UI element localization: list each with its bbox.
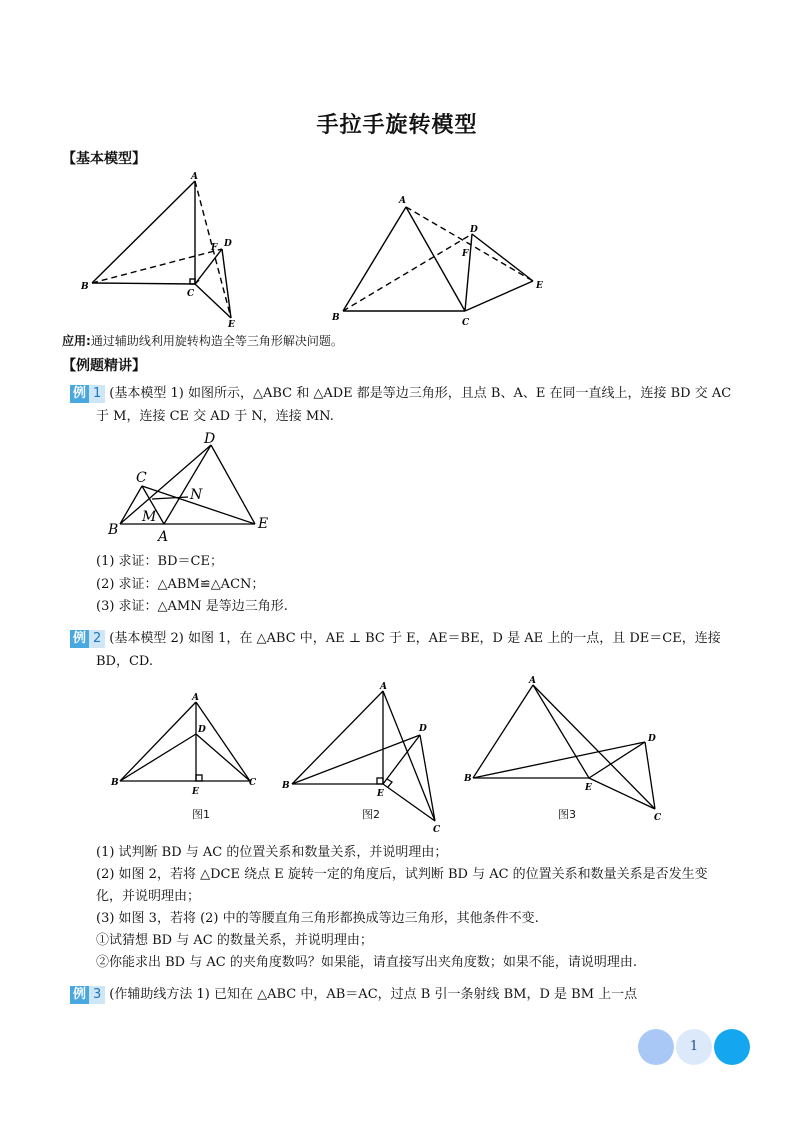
- example-1-question-3: (3) 求证：△AMN 是等边三角形.: [96, 599, 288, 614]
- figure-2-caption: 图2: [362, 808, 380, 821]
- page-title: 手拉手旋转模型: [316, 113, 478, 138]
- figure-3-caption: 图3: [558, 808, 576, 821]
- example-2-question-3: (3) 如图 3，若将 (2) 中的等腰直角三角形都换成等边三角形，其他条件不变.: [96, 911, 539, 926]
- section-examples: 【例题精讲】: [62, 358, 146, 374]
- example-2-question-1: (1) 试判断 BD 与 AC 的位置关系和数量关系，并说明理由；: [96, 845, 448, 860]
- example-3-number: 3: [89, 986, 105, 1004]
- point-label-F: F: [462, 249, 469, 259]
- basic-model-figure-2: [326, 190, 556, 330]
- example-1-figure: [100, 428, 280, 546]
- example-3-badge: 例: [70, 986, 89, 1004]
- application-text: 通过辅助线利用旋转构造全等三角形解决问题。: [90, 334, 343, 348]
- point-label-A: A: [529, 676, 536, 686]
- point-label-E: E: [258, 516, 269, 532]
- page-circle-right: [714, 1029, 750, 1065]
- point-label-E: E: [377, 789, 384, 799]
- section-basic-model: 【基本模型】: [62, 151, 146, 167]
- point-label-C: C: [136, 470, 147, 486]
- point-label-D: D: [470, 225, 478, 235]
- point-label-A: A: [380, 682, 387, 692]
- example-1-question-1: (1) 求证：BD＝CE；: [96, 554, 223, 569]
- example-2-line-2: BD，CD.: [96, 654, 154, 669]
- example-2-question-3a: ①试猜想 BD 与 AC 的数量关系，并说明理由；: [96, 933, 373, 948]
- example-2-line-1: [70, 628, 721, 650]
- point-label-C: C: [433, 825, 441, 835]
- point-label-E: E: [228, 320, 235, 330]
- point-label-B: B: [464, 774, 472, 784]
- point-label-N: N: [190, 487, 203, 503]
- example-2-figure-3: [462, 672, 672, 824]
- example-1-line-2: 于 M，连接 CE 交 AD 于 N，连接 MN.: [96, 409, 334, 424]
- example-2-badge: 例: [70, 630, 89, 648]
- example-1-line-1: [70, 383, 731, 405]
- point-label-D: D: [648, 734, 656, 744]
- point-label-M: M: [142, 509, 157, 525]
- point-label-B: B: [282, 781, 290, 791]
- example-1-text-1: (基本模型 1) 如图所示，△ABC 和 △ADE 都是等边三角形，且点 B、A、E 在同一直线上，连接 BD 交 AC: [109, 386, 732, 401]
- basic-model-figure-1: [78, 170, 248, 330]
- point-label-D: D: [204, 431, 216, 447]
- point-label-B: B: [111, 778, 119, 788]
- example-2-question-2a: (2) 如图 2，若将 △DCE 绕点 E 旋转一定的角度后，试判断 BD 与 AC 的位置关系和数量关系是否发生变: [96, 867, 708, 882]
- point-label-A: A: [399, 196, 406, 206]
- point-label-E: E: [585, 783, 592, 793]
- point-label-C: C: [654, 813, 662, 823]
- example-2-question-2b: 化，并说明理由；: [96, 889, 201, 904]
- point-label-E: E: [536, 281, 543, 291]
- example-2-figure-1: [108, 688, 268, 798]
- point-label-B: B: [332, 313, 340, 323]
- page-number: 1: [676, 1029, 712, 1065]
- example-3-text-1: (作辅助线方法 1) 已知在 △ABC 中，AB＝AC，过点 B 引一条射线 BM，D 是 BM 上一点: [109, 987, 638, 1002]
- point-label-A: A: [158, 529, 169, 545]
- point-label-A: A: [192, 693, 199, 703]
- example-3-line-1: [70, 984, 637, 1006]
- example-1-badge: 例: [70, 385, 89, 403]
- point-label-B: B: [108, 522, 119, 538]
- application-label: 应用:: [62, 334, 91, 348]
- point-label-C: C: [187, 289, 195, 299]
- point-label-C: C: [249, 778, 257, 788]
- figure-1-caption: 图1: [192, 808, 210, 821]
- example-1-question-2: (2) 求证：△ABM≌△ACN；: [96, 577, 265, 592]
- example-2-question-3b: ②你能求出 BD 与 AC 的夹角度数吗？如果能，请直接写出夹角度数；如果不能，请说明理由.: [96, 955, 637, 970]
- point-label-B: B: [81, 282, 89, 292]
- page-circle-left: [638, 1029, 674, 1065]
- point-label-C: C: [462, 318, 470, 328]
- point-label-D: D: [198, 725, 206, 735]
- application-note: [62, 330, 343, 352]
- point-label-D: D: [224, 239, 232, 249]
- point-label-A: A: [191, 172, 198, 182]
- example-1-number: 1: [89, 385, 105, 403]
- point-label-F: F: [211, 243, 218, 253]
- example-2-number: 2: [89, 630, 105, 648]
- point-label-D: D: [419, 724, 427, 734]
- example-2-text-1: (基本模型 2) 如图 1，在 △ABC 中，AE ⊥ BC 于 E，AE＝BE，D 是 AE 上的一点，且 DE＝CE，连接: [109, 631, 721, 646]
- point-label-E: E: [192, 787, 199, 797]
